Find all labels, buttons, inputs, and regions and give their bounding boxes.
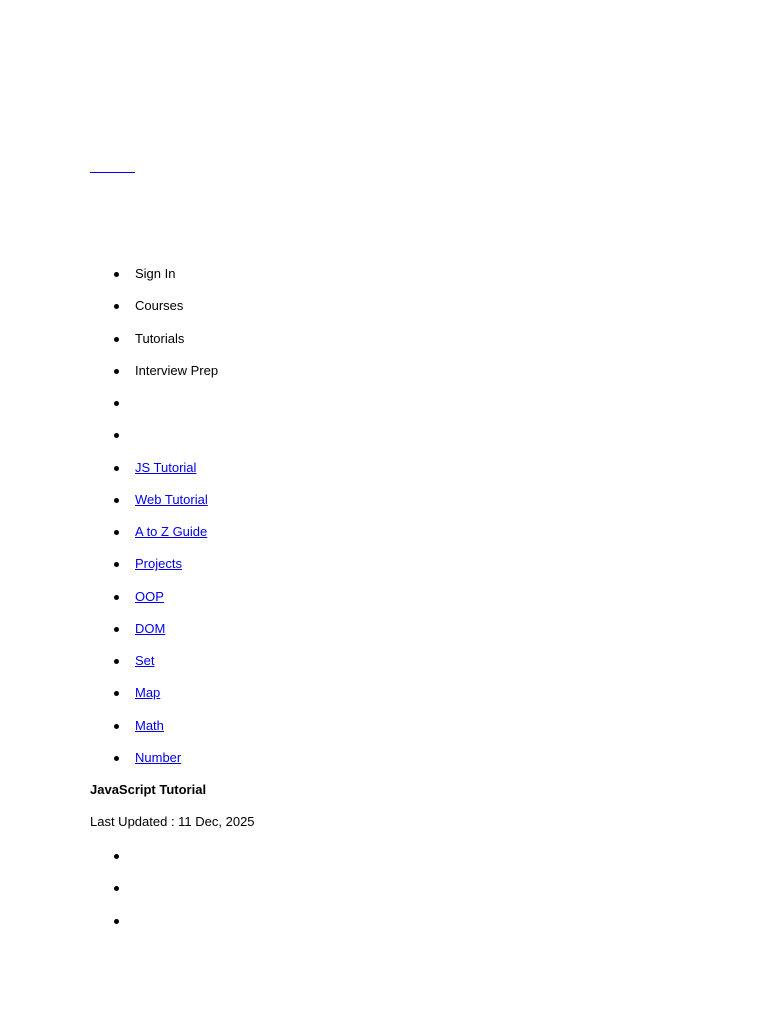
- share-item[interactable]: [90, 840, 390, 872]
- share-item[interactable]: [90, 872, 390, 904]
- nav-link-number[interactable]: Number: [135, 749, 182, 765]
- nav-item-label[interactable]: Courses: [135, 298, 184, 314]
- nav-link-js-tutorial[interactable]: JS Tutorial: [135, 459, 197, 475]
- nav-link-web-tutorial[interactable]: Web Tutorial: [135, 491, 208, 507]
- nav-link-map[interactable]: Map: [135, 685, 161, 701]
- nav-link-a-to-z-guide[interactable]: A to Z Guide: [135, 524, 208, 539]
- nav-link-dom[interactable]: DOM: [135, 620, 166, 636]
- nav-item-interview-prep[interactable]: [90, 355, 690, 387]
- nav-item-courses[interactable]: [90, 290, 690, 322]
- nav-link-item: [90, 613, 690, 645]
- nav-link-item: [90, 452, 690, 484]
- nav-item-tutorials[interactable]: [90, 323, 690, 355]
- nav-link-item: [90, 484, 690, 516]
- nav-link-oop[interactable]: OOP: [135, 588, 164, 604]
- nav-item-label[interactable]: Interview Prep: [135, 362, 219, 378]
- share-actions: [90, 840, 390, 937]
- nav-item-label[interactable]: Tutorials: [135, 330, 185, 346]
- nav-link-item: [90, 710, 690, 742]
- nav-item-sign-in[interactable]: [90, 258, 690, 290]
- nav-menu: [90, 258, 690, 774]
- page-title: JavaScript Tutorial: [90, 782, 207, 797]
- nav-link-projects[interactable]: Projects: [135, 556, 182, 572]
- logo-link[interactable]: [90, 157, 135, 173]
- nav-item-empty: [90, 387, 690, 419]
- nav-item-label[interactable]: Sign In: [135, 266, 176, 281]
- nav-link-math[interactable]: Math: [135, 717, 164, 733]
- nav-link-set[interactable]: Set: [135, 653, 155, 668]
- nav-link-item: [90, 548, 690, 580]
- nav-item-empty: [90, 419, 690, 451]
- nav-link-item: [90, 645, 690, 677]
- nav-link-item: [90, 677, 690, 709]
- nav-link-item: [90, 516, 690, 548]
- last-updated-date: Last Updated : 11 Dec, 2025: [90, 814, 255, 829]
- nav-link-item: [90, 742, 690, 774]
- nav-link-item: [90, 581, 690, 613]
- share-item[interactable]: [90, 905, 390, 937]
